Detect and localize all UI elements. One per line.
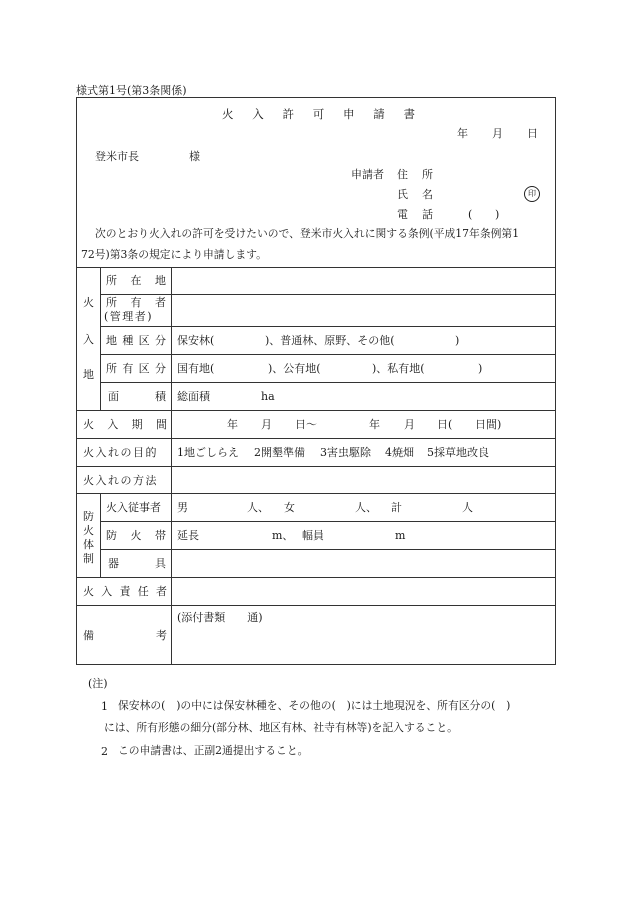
applicant-name-label: 氏 名 (397, 188, 433, 201)
land-type-forest: 保安林( (177, 334, 215, 347)
workers-male: 男 (177, 501, 188, 514)
intro-line-1: 次のとおり火入れの許可を受けたいので、登米市火入れに関する条例(平成17年条例第1 (95, 227, 520, 240)
note-1-line-1: 保安林の( )の中には保安林種を、その他の( )には土地現況を、所有区分の( ) (118, 699, 511, 712)
note-1-number: 1 (101, 700, 108, 713)
firebreak-label: 防 火 帯 (106, 529, 166, 542)
date-month-label: 月 (492, 127, 503, 140)
land-group-char-1: 火 (83, 296, 94, 309)
note-1-line-2: には、所有形態の細分(部分林、地区有林、社寺有林等)を記入すること。 (104, 721, 458, 734)
fire-prevention-char-1: 防 (83, 510, 94, 523)
ownership-close: ) (478, 362, 483, 375)
purpose-option-5: 5採草地改良 (427, 446, 489, 459)
land-group-char-2: 入 (83, 333, 94, 346)
period-year-1: 年 (227, 418, 238, 431)
period-days-total: 日間) (475, 418, 502, 431)
firebreak-width-unit: m (395, 529, 406, 542)
responsible-label: 火 入 責 任 者 (83, 585, 167, 598)
period-label: 火 入 期 間 (83, 418, 167, 431)
fire-prevention-char-3: 体 (83, 538, 94, 551)
workers-label: 火入従事者 (106, 501, 161, 514)
location-label: 所 在 地 (106, 274, 166, 287)
form-number: 様式第1号(第3条関係) (76, 84, 187, 97)
workers-total-unit: 人 (462, 501, 473, 514)
land-type-label: 地 種 区 分 (106, 334, 166, 347)
ownership-national: 国有地( (177, 362, 215, 375)
applicant-address-label: 住 所 (397, 168, 433, 181)
ownership-public: )、公有地( (268, 362, 321, 375)
land-group-char-3: 地 (83, 368, 94, 381)
attachments-note: (添付書類 通) (177, 611, 263, 624)
firebreak-length: 延長 (177, 529, 199, 542)
addressee-honorific: 様 (189, 150, 200, 163)
workers-female-unit: 人、 (355, 501, 377, 514)
date-day-label: 日 (527, 127, 538, 140)
period-day-2: 日( (437, 418, 453, 431)
purpose-label: 火入れの目的 (83, 446, 158, 459)
area-total-label: 総面積 (177, 390, 210, 403)
ownership-label: 所 有 区 分 (106, 362, 166, 375)
date-year-label: 年 (457, 127, 468, 140)
notes-heading: (注) (88, 677, 108, 690)
equipment-label: 器 具 (108, 557, 166, 570)
purpose-option-4: 4焼畑 (385, 446, 414, 459)
firebreak-length-unit: m、 (272, 529, 294, 542)
area-unit: ha (261, 390, 275, 403)
purpose-option-3: 3害虫駆除 (320, 446, 371, 459)
land-type-others: )、普通林、原野、その他( (265, 334, 395, 347)
phone-paren-close: ) (495, 208, 500, 221)
manager-label: (管理者) (104, 310, 154, 323)
seal-mark: 印 (524, 186, 540, 202)
owner-label: 所 有 者 (106, 296, 166, 309)
period-month-1: 月 (261, 418, 272, 431)
fire-prevention-char-4: 制 (83, 552, 94, 565)
phone-paren-open: ( (468, 208, 473, 221)
applicant-phone-label: 電 話 (397, 208, 433, 221)
area-label: 面 積 (108, 390, 166, 403)
period-day-1: 日〜 (295, 418, 317, 431)
purpose-option-2: 2開墾準備 (254, 446, 305, 459)
form-title: 火 入 許 可 申 請 書 (222, 107, 415, 121)
method-label: 火入れの方法 (83, 474, 158, 487)
purpose-option-1: 1地ごしらえ (177, 446, 239, 459)
fire-prevention-char-2: 火 (83, 524, 94, 537)
applicant-prefix: 申請者 (351, 168, 384, 181)
note-2-number: 2 (101, 745, 108, 758)
intro-line-2: 72号)第3条の規定により申請します。 (81, 248, 267, 261)
addressee-city: 登米市長 (95, 150, 139, 163)
ownership-private: )、私有地( (372, 362, 425, 375)
workers-total: 計 (391, 501, 402, 514)
note-2-line-1: この申請書は、正副2通提出すること。 (118, 744, 309, 757)
land-type-close: ) (455, 334, 460, 347)
workers-female: 女 (284, 501, 295, 514)
application-form (76, 97, 556, 665)
period-year-2: 年 (369, 418, 380, 431)
remarks-label: 備 考 (83, 629, 167, 642)
workers-male-unit: 人、 (247, 501, 269, 514)
firebreak-width: 幅員 (302, 529, 324, 542)
period-month-2: 月 (404, 418, 415, 431)
